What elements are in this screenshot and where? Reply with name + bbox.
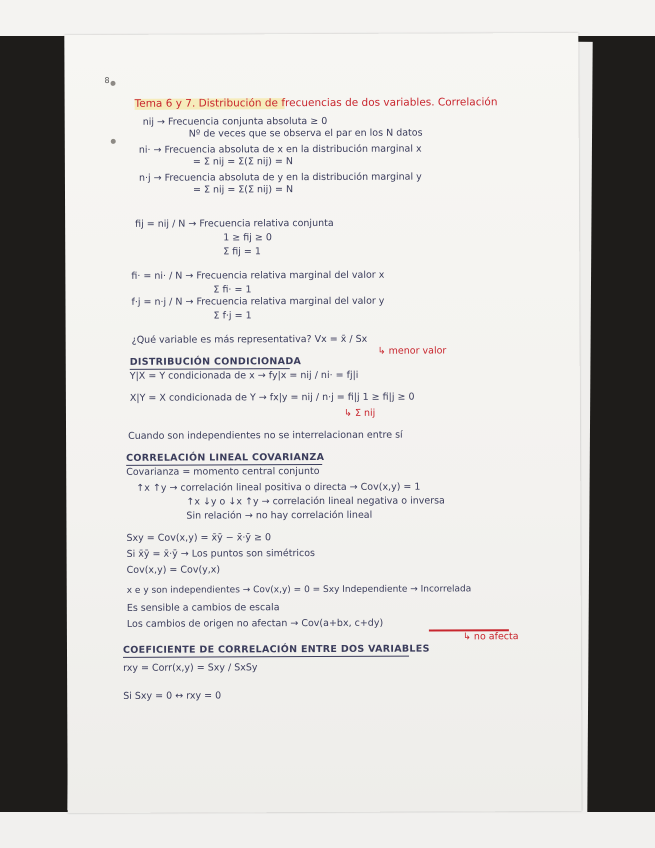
note-line: nij → Frecuencia conjunta absoluta ≥ 0: [142, 115, 328, 128]
note-line: ↳ Σ nij: [343, 407, 376, 419]
note-line: Cuando son independientes no se interrelacionan entre sí: [128, 429, 403, 442]
note-line: ↳ menor valor: [377, 345, 447, 357]
note-line: fi· = ni· / N → Frecuencia relativa marginal del valor x: [131, 269, 385, 282]
binder-hole: [111, 139, 116, 144]
note-line: Covarianza = momento central conjunto: [126, 466, 320, 478]
note-line: ni· → Frecuencia absoluta de x en la distribución marginal x: [138, 143, 422, 156]
note-line: = Σ nij = Σ(Σ nij) = N: [192, 184, 294, 196]
note-line: Σ fi· = 1: [213, 284, 252, 296]
note-line: ↑x ↑y → correlación lineal positiva o directa → Cov(x,y) = 1: [136, 481, 421, 494]
note-line: fij = nij / N → Frecuencia relativa conjunta: [135, 217, 334, 230]
note-line: ↑x ↓y o ↓x ↑y → correlación lineal negativa o inversa: [186, 495, 445, 508]
section-heading: COEFICIENTE DE CORRELACIÓN ENTRE DOS VARIABLES: [122, 643, 430, 656]
note-line: x e y son independientes → Cov(x,y) = 0 = Sxy Independiente → Incorrelada: [126, 584, 472, 596]
note-line: Nº de veces que se observa el par en los N datos: [188, 127, 423, 140]
section-heading: CORRELACIÓN LINEAL COVARIANZA: [126, 451, 325, 464]
binder-hole: [111, 81, 116, 86]
note-line: 1 ≥ fij ≥ 0: [223, 232, 272, 244]
note-line: Y|X = Y condicionada de x → fy|x = nij / ni· = fj|i: [129, 369, 359, 382]
note-line: ¿Qué variable es más representativa? Vx = x̄ / Sx: [131, 333, 368, 346]
note-line: rxy = Corr(x,y) = Sxy / SxSy: [123, 662, 258, 674]
notebook-page: [64, 33, 581, 813]
note-line: Es sensible a cambios de escala: [126, 602, 280, 614]
section-heading: DISTRIBUCIÓN CONDICIONADA: [129, 356, 302, 368]
note-line: Σ fij = 1: [223, 246, 261, 258]
page-title: Tema 6 y 7. Distribución de frecuencias de dos variables. Correlación: [134, 96, 498, 110]
note-line: Sxy = Cov(x,y) = x̄ȳ − x̄·ȳ ≥ 0: [126, 532, 272, 544]
page-number: 8: [104, 75, 110, 85]
note-line: X|Y = X condicionada de Y → fx|y = nij / n·j = fi|j 1 ≥ fi|j ≥ 0: [129, 391, 415, 404]
note-line: Sin relación → no hay correlación lineal: [186, 509, 373, 522]
note-line: Si Sxy = 0 ↔ rxy = 0: [123, 690, 222, 702]
background-surface-bottom: [0, 812, 655, 848]
background-surface-top: [0, 0, 655, 36]
note-line: ↳ no afecta: [462, 631, 519, 643]
note-line: f·j = n·j / N → Frecuencia relativa marginal del valor y: [131, 295, 385, 308]
note-line: Los cambios de origen no afectan → Cov(a+bx, c+dy): [126, 617, 384, 630]
note-line: = Σ nij = Σ(Σ nij) = N: [192, 156, 294, 168]
note-line: Si x̄ȳ = x̄·ȳ → Los puntos son simétricos: [126, 548, 316, 560]
heading-underline: [123, 656, 409, 658]
note-line: n·j → Frecuencia absoluta de y en la distribución marginal y: [138, 171, 422, 184]
note-line: Cov(x,y) = Cov(y,x): [126, 564, 221, 576]
note-line: Σ f·j = 1: [213, 310, 252, 322]
